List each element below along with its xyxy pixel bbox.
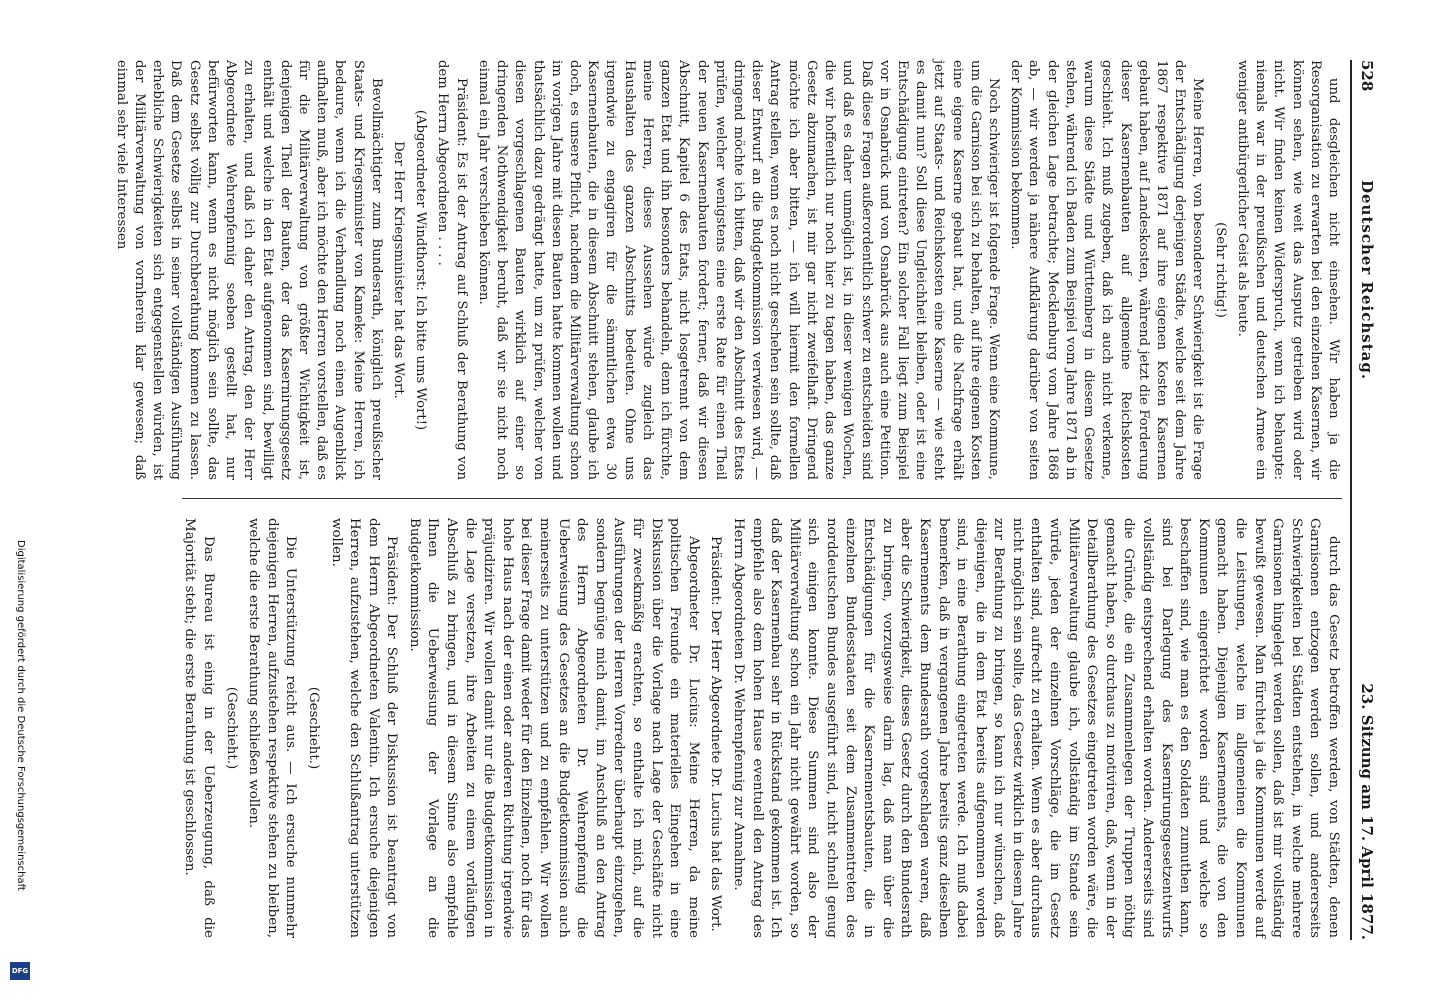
left-column	[108, 60, 1342, 480]
page-header	[1352, 60, 1378, 940]
right-column	[176, 518, 1342, 938]
publication-title: Deutscher Reichstag.	[1358, 180, 1376, 381]
paragraph: durch das Gesetz betroffen werden, von Städten, denen Garnisonen entzogen werden sollen, und andererseits Schwierigkeiten bei Städten entstehen, in welche mehrere Garnisonen hingelegt werden sollen, daß ist mir vollständig bewußt gewesen. Man fürchtet ja die Kommunen werde auf die Leistungen, welche im allgemeinen die Kommunen gemacht haben. Diejenigen Kasernements, die von den Kommunen eingerichtet worden sind und welche so beschaffen sind, wie man es den Soldaten zumuthen kann, sind bei Darlegung des Kasernirungsgesetzentwurfs vollständig entsprechend erhalten worden. Andererseits sind die Gründe, die ein Zusammenlegen der Truppen nöthig gemacht haben, so durchaus zu motiviren, daß, wenn in der Detailberathung des Gesetzes eingetreten worden wäre, die Militärverwaltung glaube ich, vollständig im Stande sein würde, jeden der einzelnen Vorschläge, die im Gesetz enthalten sind, aufrecht zu erhalten. Wenn es aber durchaus nicht möglich sein sollte, das Gesetz wirklich in diesem Jahre zur Berathung zu bringen, so kann ich nur wünschen, daß diejenigen, die in dem Etat bereits aufgenommen worden sind, in eine Berathung eingetreten werde. Ich muß dabei bemerken, daß in vergangenen Jahre bereits ganz dieselben Kasernements dem Bundesrath vorgeschlagen waren, daß aber die Schwierigkeit, dieses Gesetz durch den Bundesrath zu bringen, vorzugsweise darin lag, daß man über die Entschädigungen für die Kasernementsbauten, die in einzelnen Bundesstaaten seit dem Zusammentreten des norddeutschen Bundes ausgeführt sind, nicht schnell genug sich einigen konnte. Diese Summen sind also der Militärverwaltung schon ein Jahr nicht gewährt worden, so daß der Kasernenbau sehr in Rückstand gekommen ist. Ich empfehle also dem hohen Hause eventuell den Antrag des Herrn Abgeordneten Dr. Wehrenpfennig zur Annahme.	[731, 518, 1341, 938]
digitization-credit: Digitalisierung gefördert durch die Deutsche Forschungsgemeinschaft	[15, 540, 26, 891]
paragraph: Meine Herren, von besonderer Schwierigkeit ist die Frage der Entschädigung derjenigen Städte, welche seit dem Jahre 1867 respektive 1871 auf ihre eigenen Kosten Kasernen gebaut haben, auf Landeskosten, während jetzt die Forderung dieser Kasernenbauten auf allgemeine Reichskosten geschieht. Ich muß zugeben, daß ich auch nicht verkenne, warum diese Städte und Württemberg in diesem Gesetze stehen, während ich Baden zum Beispiel vom Jahre 1871 ab in der gleichen Lage betrachte; Mecklenburg vom Jahre 1868 ab, — wir werden ja nähere Aufklärung darüber von seiten der Kommission bekommen.	[1008, 60, 1206, 480]
page-number: 528	[1358, 60, 1376, 92]
session-date: 23. Sitzung am 17. April 1877.	[1358, 683, 1376, 940]
paragraph: Der Herr Kriegsminister hat das Wort.	[391, 141, 407, 399]
paragraph: Das Bureau ist einig in der Ueberzeugung, daß die Majorität steht; die erste Berathung ist geschlossen.	[182, 518, 216, 938]
paragraph: (Sehr richtig!)	[1212, 222, 1228, 318]
paragraph: (Abgeordneter Windthorst: Ich bitte ums Wort!)	[413, 109, 429, 431]
paragraph: Die Unterstützung reicht aus. — Ich ersuche nunmehr diejenigen Herren, aufzustehen respektive stehen zu bleiben, welche die erste Berathung schließen wollen.	[246, 518, 299, 938]
column-divider	[182, 498, 1342, 499]
header-rule	[1350, 60, 1352, 940]
paragraph: und desgleichen nicht einsehen. Wir haben ja die Resorganisation zu erwarten bei den einzelnen Kasernen, wir können sehen, wie weit das Ausputz getrieben wird oder nicht. Wir finden keinen Widerspruch, wenn ich behaupte: niemals war in der preußischen und deutschen Armee ein weniger antibürgerlicher Geist als heute.	[1234, 60, 1341, 480]
paragraph: Noch schwieriger ist folgende Frage. Wenn eine Kommune, um die Garnison bei sich zu behalten, auf ihre eigenen Kosten eine eigene Kaserne gebaut hat, und die Nachfrage erhält jetzt auf Staats- und Reichskosten eine Kaserne — wie steht es damit nun? Soll diese Ungleichheit bleiben, oder ist eine Entschädigung eintreten? Ein solcher Fall liegt zum Beispiel vor in Osnabrück und von Osnabrück aus auch eine Petition. Daß diese Fragen außerordentlich schwer zu entscheiden sind und daß es daher unmöglich ist, in dieser wenigen Wochen, die wir hoffentlich nur noch hier zu tagen haben, das ganze Gesetz abzumachen, ist mir gar nicht zweifelhaft. Dringend möchte ich aber bitten, — ich will hiermit den formellen Antrag stellen, wenn es noch nicht geschehen sein sollte, daß dieser Entwurf an die Budgetkommission verwiesen wird, — dringend möchte ich bitten, daß wir den Abschnitt des Etats prüfen, welcher wenigstens eine erste Rate für einen Theil der neuen Kasernenbauten fordert; ferner, daß wir diesen Abschnitt, Kapitel 6 des Etats, nicht losgetrennt von dem ganzen Etat und ihn besonders behandeln, denn ich fürchte, meine Herren, dieses Aussehen würde zugleich das Haushalten des ganzen Abschnitts bedeuten. Ohne uns irgendwie zu engagiren für die sämmtlichen etwa 30 Kasernenbauten, die in diesem Abschnitt stehen, glaube ich doch, es unsere Pflicht, nachdem die Militärverwaltung schon im vorigen Jahre mit diesen Bauten hatte kommen wollen und thatsächlich dazu gedrängt hatte, um zu prüfen, welcher von diesen vorgeschlagenen Bauten wirklich auf einer so dringenden Nothwendigkeit beruht, daß wir sie nicht noch einmal ein Jahr verschieben können.	[475, 60, 1002, 480]
paragraph: (Geschieht.)	[223, 686, 239, 770]
paragraph: Abgeordneter Dr. Lucius: Meine Herren, da meine politischen Freunde ein materielles Eingehen in eine Diskussion über die Vorlage nach Lage der Geschäfte nicht für zweckmäßig erachten, so enthalte ich mich, auf die Ausführungen der Herren Vorredner überhaupt einzugehen, sondern begnüge mich damit, im Anschluß an den Antrag des Herrn Abgeordneten Dr. Wehrenpfennig die Ueberweisung des Gesetzes an die Budgetkommission auch meinerseits zu unterstützen und zu empfehlen. Wir wollen bei dieser Frage damit weder für den Einzelnen, noch für das hohe Haus nach der einen oder anderen Richtung irgendwie präjudiziren. Wir wollen damit nur die Budgetkommission in die Lage versetzen, ihre Arbeiten zu einem vorläufigen Abschluß zu bringen, und in diesem Sinne also empfehle Ihnen die Ueberweisung der Vorlage an die Budgetkommission.	[406, 518, 701, 938]
rotated-page-content	[113, 60, 1378, 940]
dfg-logo: DFG	[10, 962, 30, 980]
paragraph: Präsident: Es ist der Antrag auf Schluß der Berathung von dem Herrn Abgeordneten . . . .	[435, 60, 469, 480]
paragraph: Präsident: Der Herr Abgeordnete Dr. Lucius hat das Wort.	[708, 536, 724, 932]
paragraph: Präsident: Der Schluß der Diskussion ist beantragt von dem Herrn Abgeordneten Valentin. Ich ersuche diejenigen Herren, aufzustehen, welche den Schlußantrag unterstützen wollen.	[328, 518, 400, 938]
paragraph: (Geschieht.)	[305, 686, 321, 770]
paragraph: Bevollmächtigter zum Bundesrath, königlich preußischer Staats- und Kriegsminister von Kameke: Meine Herren, ich bedaure, wenn ich die Verhandlung noch einen Augenblick aufhalten muß, aber ich möchte den Herren vorstellen, daß es für die Militärverwaltung von größter Wichtigkeit ist, denjenigen Theil der Bauten, der das Kasernirungsgesetz enthält und welche in den Etat aufgenommen sind, bewilligt zu erhalten, und daß ich daher den Antrag, den der Herr Abgeordnete Wehrenpfennig soeben gestellt hat, nur befürworten kann, wenn es nicht möglich sein sollte, das Gesetz selbst völlig zur Durchberathung kommen zu lassen. Daß dem Gesetze selbst in seiner vollständigen Ausführung erhebliche Schwierigkeiten sich entgegenstellen würden, ist der Militärverwaltung von vornherein klar gewesen; daß einmal sehr viele Interessen	[113, 60, 384, 480]
